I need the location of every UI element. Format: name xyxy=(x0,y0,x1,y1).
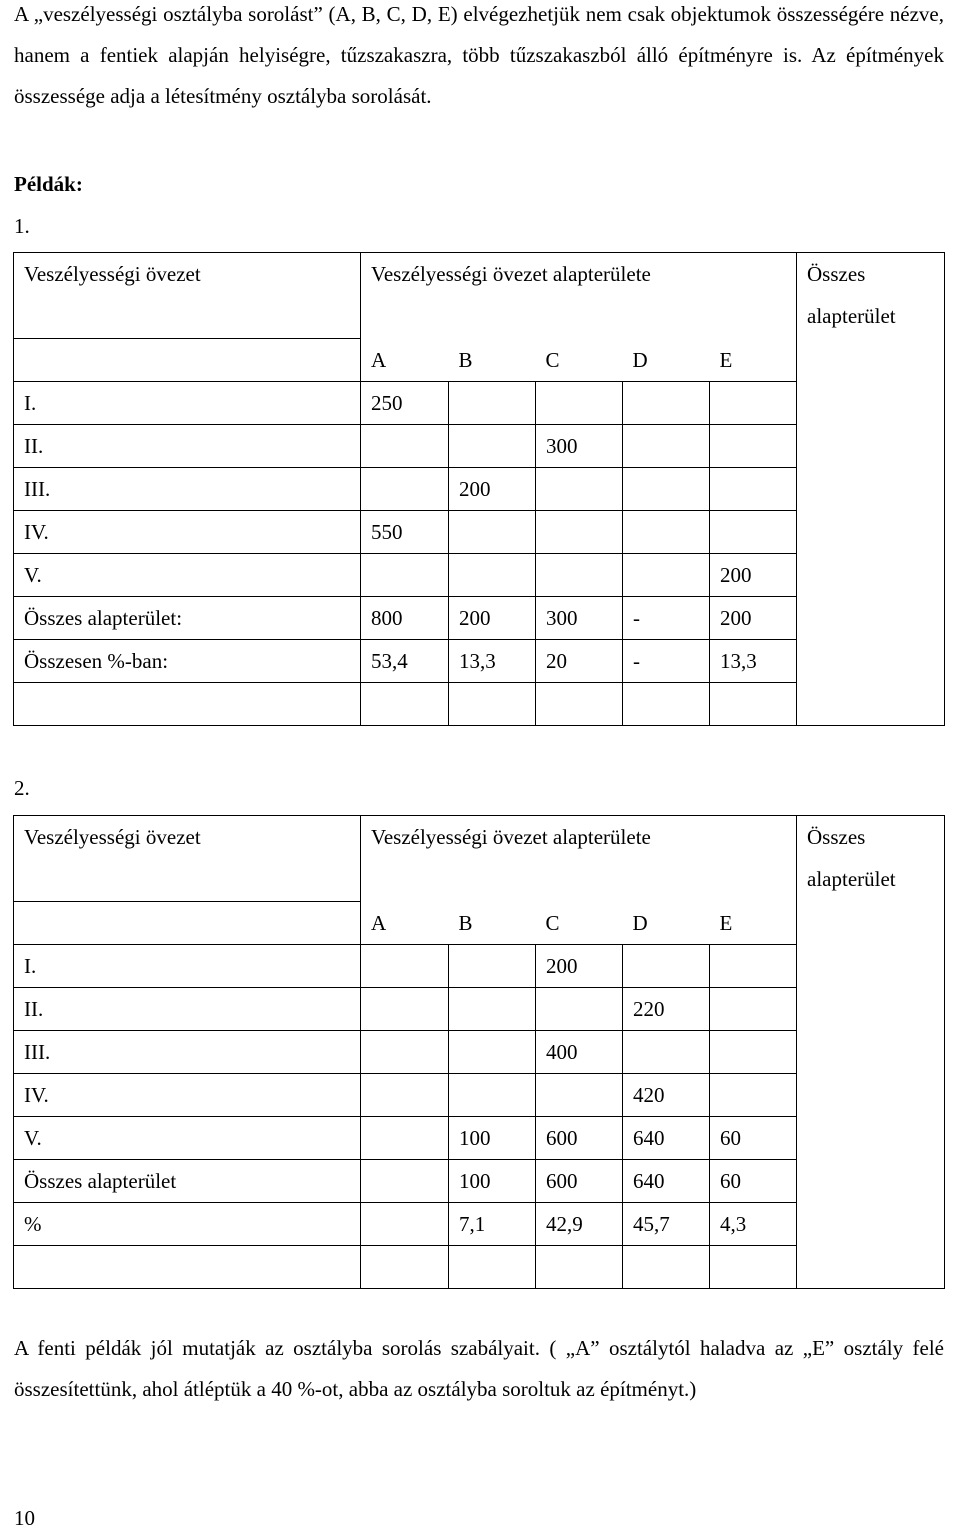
cell-value xyxy=(361,554,449,597)
header-zone: Veszélyességi övezet xyxy=(14,253,361,339)
cell-value: 60 xyxy=(710,1117,797,1160)
cell-value xyxy=(623,382,710,425)
example-2-table xyxy=(13,815,945,1289)
cell-value: 45,7 xyxy=(623,1203,710,1246)
cell-value: 100 xyxy=(449,1117,536,1160)
class-header-blank xyxy=(14,339,361,382)
row-label: IV. xyxy=(14,511,361,554)
cell-value xyxy=(710,1074,797,1117)
row-label: Összes alapterület: xyxy=(14,597,361,640)
row-label: V. xyxy=(14,1117,361,1160)
class-header: D xyxy=(632,347,648,372)
cell-value xyxy=(361,1117,449,1160)
blank-cell xyxy=(361,683,449,726)
cell-value: 400 xyxy=(536,1031,623,1074)
blank-cell xyxy=(536,1246,623,1289)
class-header: E xyxy=(710,339,797,382)
blank-cell xyxy=(710,1246,797,1289)
cell-value xyxy=(449,988,536,1031)
cell-value: 200 xyxy=(536,945,623,988)
header-total: Összes alapterület xyxy=(797,816,945,1289)
class-header: B xyxy=(458,347,473,372)
class-header: B xyxy=(458,910,473,935)
cell-value: 200 xyxy=(449,597,536,640)
cell-value xyxy=(536,382,623,425)
example-1-table xyxy=(13,252,945,726)
cell-value: 640 xyxy=(623,1117,710,1160)
class-header: A xyxy=(371,910,387,935)
cell-value xyxy=(361,1074,449,1117)
class-header: D xyxy=(632,910,648,935)
blank-cell xyxy=(623,1246,710,1289)
blank-cell xyxy=(361,1246,449,1289)
cell-value xyxy=(361,425,449,468)
row-label: IV. xyxy=(14,1074,361,1117)
cell-value xyxy=(361,1031,449,1074)
cell-value: 4,3 xyxy=(710,1203,797,1246)
cell-value: 420 xyxy=(623,1074,710,1117)
blank-cell xyxy=(14,1246,361,1289)
cell-value xyxy=(449,382,536,425)
cell-value: 200 xyxy=(710,554,797,597)
class-header: E xyxy=(710,902,797,945)
class-header-blank xyxy=(14,902,361,945)
row-label: I. xyxy=(14,382,361,425)
row-label: V. xyxy=(14,554,361,597)
cell-value: 220 xyxy=(623,988,710,1031)
cell-value: 800 xyxy=(361,597,449,640)
cell-value xyxy=(536,511,623,554)
cell-value xyxy=(710,945,797,988)
example-2-number: 2. xyxy=(14,776,30,800)
cell-value xyxy=(361,988,449,1031)
cell-value xyxy=(361,945,449,988)
cell-value: 200 xyxy=(710,597,797,640)
blank-cell xyxy=(623,683,710,726)
blank-cell xyxy=(14,683,361,726)
row-label: II. xyxy=(14,988,361,1031)
header-area: Veszélyességi övezet alapterülete xyxy=(361,253,797,339)
cell-value: 250 xyxy=(361,382,449,425)
cell-value: 100 xyxy=(449,1160,536,1203)
cell-value xyxy=(361,1203,449,1246)
blank-cell xyxy=(710,683,797,726)
example-1-number: 1. xyxy=(14,214,30,238)
cell-value: 53,4 xyxy=(361,640,449,683)
row-label: III. xyxy=(14,468,361,511)
cell-value xyxy=(449,554,536,597)
cell-value: 550 xyxy=(361,511,449,554)
cell-value: 600 xyxy=(536,1117,623,1160)
cell-value xyxy=(449,425,536,468)
cell-value: 13,3 xyxy=(710,640,797,683)
row-label: Összes alapterület xyxy=(14,1160,361,1203)
cell-value xyxy=(449,945,536,988)
cell-value: 60 xyxy=(710,1160,797,1203)
row-label: % xyxy=(14,1203,361,1246)
header-total: Összes alapterület xyxy=(797,253,945,726)
blank-cell xyxy=(449,1246,536,1289)
intro-paragraph: A „veszélyességi osztályba sorolást” (A, B, C, D, E) elvégezhetjük nem csak objektumok összességére nézve, hanem a fentiek alapján helyiségre, tűzszakaszra, több tűzszakaszból álló építményre is. Az építmények összessége adja a létesítmény osztályba sorolását. xyxy=(14,2,944,108)
cell-value xyxy=(623,1031,710,1074)
cell-value: 200 xyxy=(449,468,536,511)
cell-value: - xyxy=(623,597,710,640)
cell-value xyxy=(536,468,623,511)
examples-heading: Példák: xyxy=(14,172,83,196)
cell-value xyxy=(710,988,797,1031)
cell-value: 300 xyxy=(536,425,623,468)
cell-value: - xyxy=(623,640,710,683)
class-header: C xyxy=(545,347,560,372)
cell-value xyxy=(623,554,710,597)
cell-value xyxy=(710,382,797,425)
blank-cell xyxy=(449,683,536,726)
cell-value: 20 xyxy=(536,640,623,683)
cell-value xyxy=(361,468,449,511)
cell-value: 300 xyxy=(536,597,623,640)
cell-value: 13,3 xyxy=(449,640,536,683)
cell-value: 600 xyxy=(536,1160,623,1203)
cell-value: 640 xyxy=(623,1160,710,1203)
cell-value xyxy=(623,511,710,554)
cell-value xyxy=(623,425,710,468)
row-label: I. xyxy=(14,945,361,988)
blank-cell xyxy=(536,683,623,726)
cell-value xyxy=(710,511,797,554)
page-number: 10 xyxy=(14,1506,35,1530)
cell-value xyxy=(449,1074,536,1117)
cell-value xyxy=(623,945,710,988)
cell-value xyxy=(449,511,536,554)
cell-value xyxy=(623,468,710,511)
cell-value xyxy=(536,554,623,597)
cell-value xyxy=(710,425,797,468)
cell-value xyxy=(710,1031,797,1074)
cell-value xyxy=(361,1160,449,1203)
cell-value xyxy=(536,988,623,1031)
row-label: II. xyxy=(14,425,361,468)
class-header: A xyxy=(371,347,387,372)
cell-value xyxy=(710,468,797,511)
row-label: Összesen %-ban: xyxy=(14,640,361,683)
cell-value: 7,1 xyxy=(449,1203,536,1246)
row-label: III. xyxy=(14,1031,361,1074)
cell-value xyxy=(449,1031,536,1074)
header-area: Veszélyességi övezet alapterülete xyxy=(361,816,797,902)
cell-value xyxy=(536,1074,623,1117)
cell-value: 42,9 xyxy=(536,1203,623,1246)
class-header: C xyxy=(545,910,560,935)
header-zone: Veszélyességi övezet xyxy=(14,816,361,902)
conclusion-paragraph: A fenti példák jól mutatják az osztályba sorolás szabályait. ( „A” osztálytól haladva az „E” osztály felé összesítettünk, ahol átléptük a 40 %-ot, abba az osztályba soroltuk az építményt.) xyxy=(14,1336,944,1401)
